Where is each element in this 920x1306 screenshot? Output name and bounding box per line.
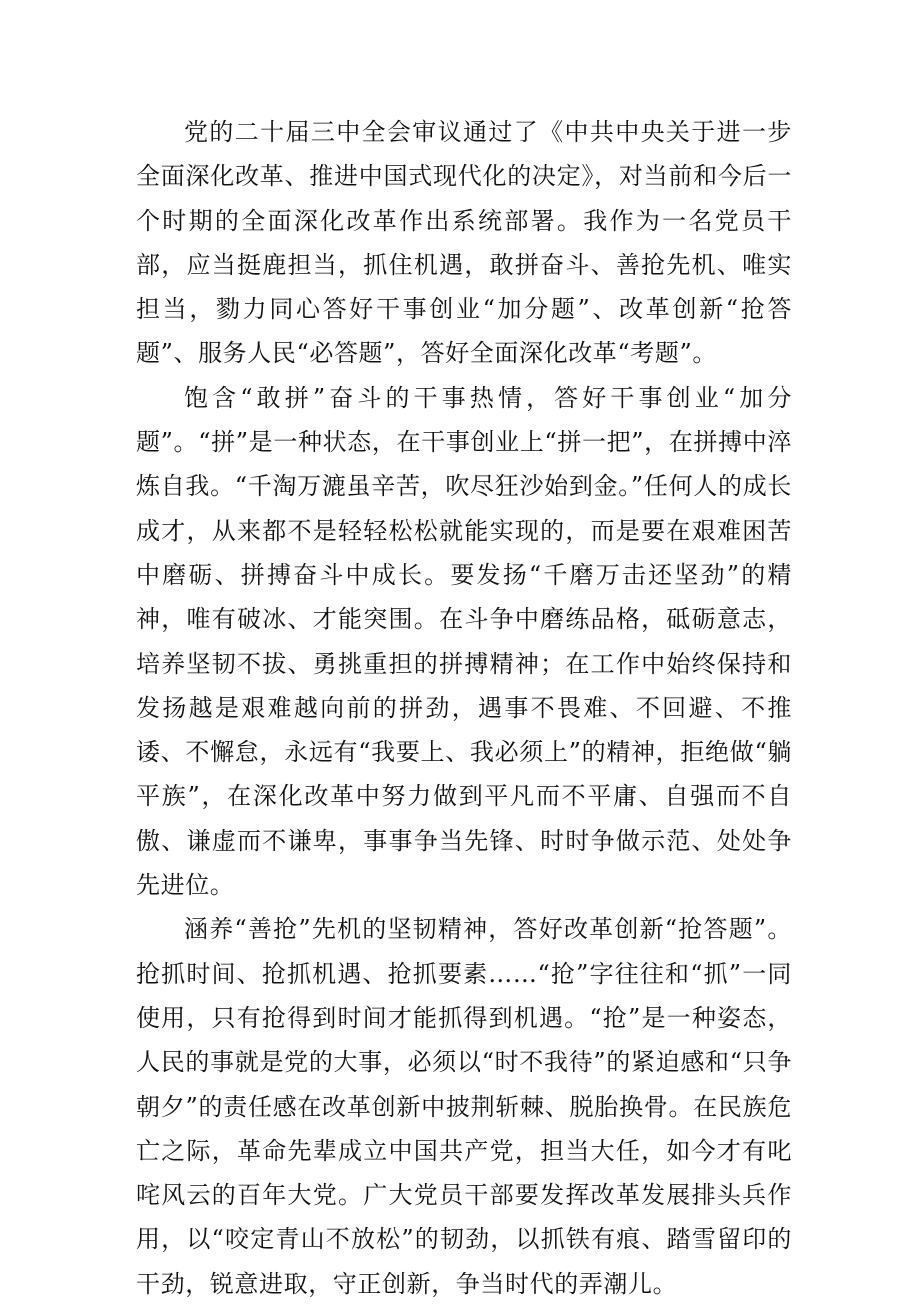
paragraph-intro: 党的二十届三中全会审议通过了《中共中央关于进一步全面深化改革、推进中国式现代化的决定》，对当前和今后一个时期的全面深化改革作出系统部署。我作为一名党员干部，应当挺鹿担当，抓住机遇，敢拼奋斗、善抢先机、唯实担当，勠力同心答好干事创业“加分题”、改革创新“抢答题”、服务人民“必答题”，答好全面深化改革“考题”。 (136, 118, 792, 368)
document-body (136, 110, 792, 1306)
paragraph-dare-to-strive: 饱含“敢拼”奋斗的干事热情，答好干事创业“加分题”。“拼”是一种状态，在干事创业上“拼一把”，在拼搏中淬炼自我。“千淘万漉虽辛苦，吹尽狂沙始到金。”任何人的成长成才，从来都不是轻轻松松就能实现的，而是要在艰难困苦中磨砺、拼搏奋斗中成长。要发扬“千磨万击还坚劲”的精神，唯有破冰、才能突围。在斗争中磨练品格，砥砺意志，培养坚韧不拔、勇挑重担的拼搏精神；在工作中始终保持和发扬越是艰难越向前的拼劲，遇事不畏难、不回避、不推诿、不懈怠，永远有“我要上、我必须上”的精神，拒绝做“躺平族”，在深化改革中努力做到平凡而不平庸、自强而不自傲、谦虚而不谦卑，事事争当先锋、时时争做示范、处处争先进位。 (136, 383, 792, 900)
paragraph-seize-opportunity: 涵养“善抢”先机的坚韧精神，答好改革创新“抢答题”。抢抓时间、抢抓机遇、抢抓要素……“抢”字往往和“抓”一同使用，只有抢得到时间才能抓得到机遇。“抢”是一种姿态，人民的事就是党的大事，必须以“时不我待”的紧迫感和“只争朝夕”的责任感在改革创新中披荆斩棘、脱胎换骨。在民族危亡之际，革命先辈成立中国共产党，担当大任，如今才有叱咤风云的百年大党。广大党员干部要发挥改革发展排头兵作用，以“咬定青山不放松”的韧劲，以抓铁有痕、踏雪留印的干劲，锐意进取，守正创新，争当时代的弄潮儿。 (136, 915, 792, 1298)
